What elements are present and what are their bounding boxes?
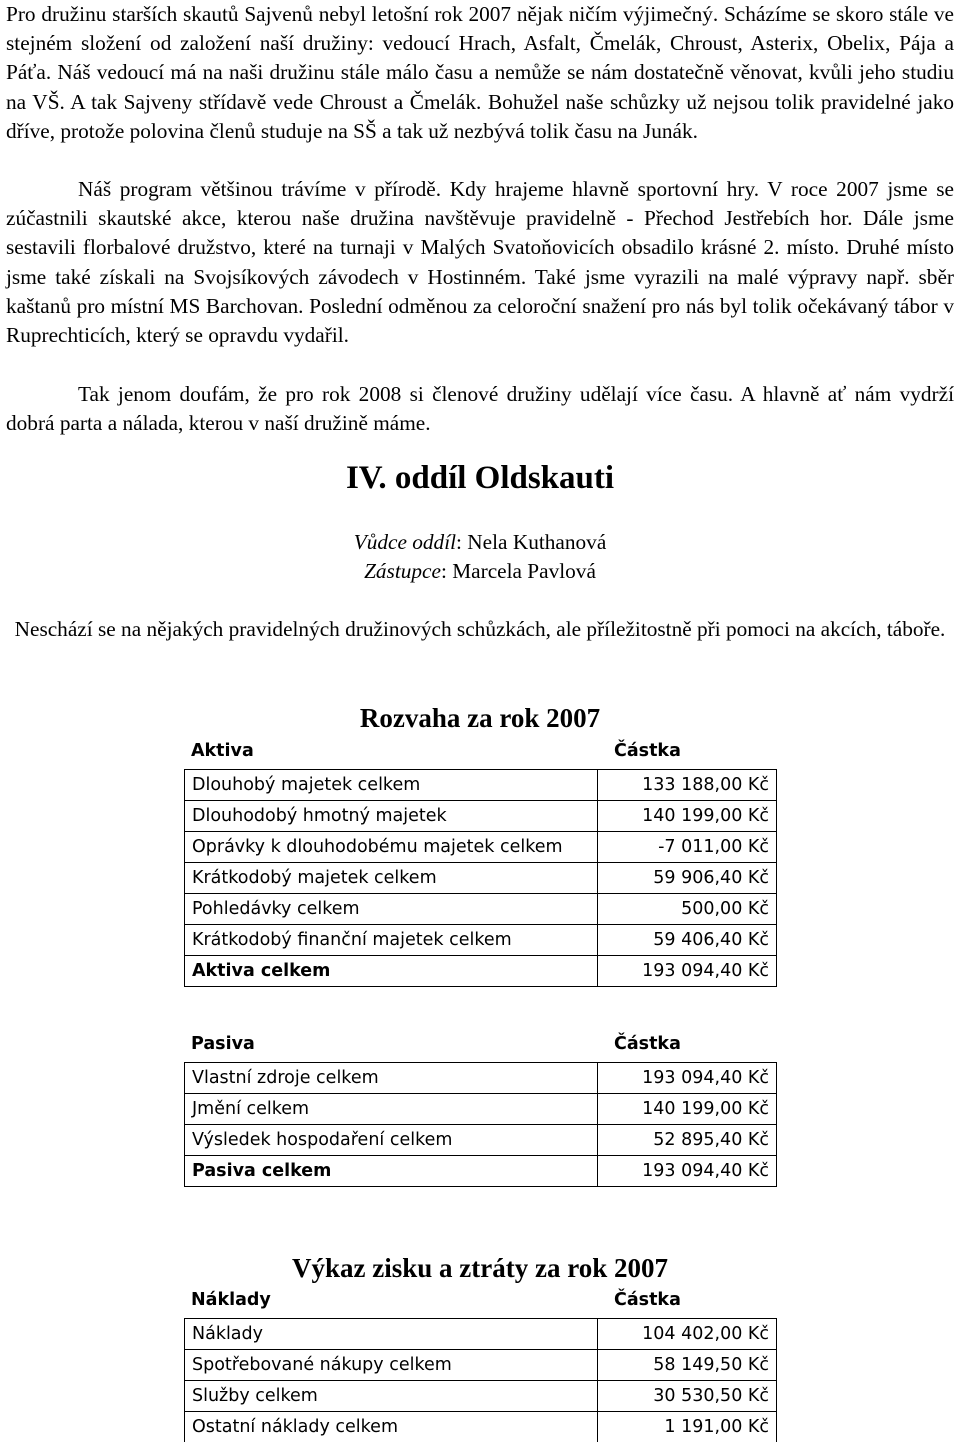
costs-header-amount: Částka [614,1290,681,1310]
leader-name: Nela Kuthanová [467,530,607,554]
assets-block [184,739,776,987]
section-note: Neschází se na nějakých pravidelných družinových schůzkách, ale příležitostně při pomoci na akcích, táboře. [14,617,946,641]
liabilities-header-label: Pasiva [191,1034,255,1054]
row-amount: 59 406,40 Kč [598,925,777,956]
table-row [185,1094,777,1125]
liabilities-block [184,1032,776,1187]
paragraph-outlook [6,380,954,438]
paragraph-text: Náš program většinou trávíme v přírodě. Kdy hrajeme hlavně sportovní hry. V roce 2007 jsme se zúčastnili skautské akce, kterou naše družina navštěvuje pravidelně - Přechod Jestřebích hor. Dále jsme sestavili florbalové družstvo, které na turnaji v Malých Svatoňovicích obsadilo krásné 2. místo. Druhé místo jsme také získali na Svojsíkových závodech v Hostinném. Také jsme vyrazili na malé výpravy např. sběr kaštanů pro místní MS Barchovan. Poslední odměnou za celoroční snažení pro nás byl tolik očekávaný tábor v Ruprechticích, který se opravdu vydařil. [6,177,954,348]
section-heading: IV. oddíl Oldskauti [345,460,615,496]
table-row [185,894,777,925]
row-label: Pasiva celkem [185,1156,598,1187]
income-statement-title: Výkaz zisku a ztráty za rok 2007 [292,1253,668,1283]
row-amount: 52 895,40 Kč [598,1125,777,1156]
row-label: Dlouhodobý hmotný majetek [185,801,598,832]
deputy-label: Zástupce [364,559,441,583]
table-row [185,1125,777,1156]
costs-table [184,1318,777,1442]
paragraph-text: Tak jenom doufám, že pro rok 2008 si členové družiny udělají více času. A hlavně ať nám vydrží dobrá parta a nálada, kterou v naší družině máme. [6,382,954,436]
deputy-name: Marcela Pavlová [452,559,596,583]
liabilities-header [184,1032,776,1062]
section-leaders [0,528,960,586]
table-row [185,1156,777,1187]
row-amount: 104 402,00 Kč [598,1319,777,1350]
balance-sheet-title: Rozvaha za rok 2007 [359,703,601,733]
liabilities-table [184,1062,777,1187]
costs-header-label: Náklady [191,1290,271,1310]
leader-line: Vůdce oddíl: Nela Kuthanová [353,530,607,554]
paragraph-text: Pro družinu starších skautů Sajvenů nebyl letošní rok 2007 nějak ničím výjimečný. Scházíme se skoro stále ve stejném složení od založení naší družiny: vedoucí Hrach, Asfalt, Čmelák, Chroust, Asterix, Obelix, Pája a Páťa. Náš vedoucí má na naši družinu stále málo času a nemůže se nám dostatečně věnovat, kvůli jeho studiu na VŠ. A tak Sajveny střídavě vede Chroust a Čmelák. Bohužel naše schůzky už nejsou tolik pravidelné jako dříve, protože polovina členů studuje na SŠ a tak už nezbývá tolik času na Junák. [6,2,954,143]
row-label: Výsledek hospodaření celkem [185,1125,598,1156]
leader-label: Vůdce oddíl [353,530,457,554]
table-row [185,1319,777,1350]
row-amount: 193 094,40 Kč [598,1063,777,1094]
row-amount: 1 191,00 Kč [598,1412,777,1443]
table-row [185,1350,777,1381]
assets-header-amount: Částka [614,741,681,761]
table-row [185,1063,777,1094]
assets-header [184,739,776,769]
row-label: Oprávky k dlouhodobému majetek celkem [185,832,598,863]
paragraph-intro [6,0,954,146]
table-row [185,956,777,987]
costs-header [184,1288,776,1318]
assets-header-label: Aktiva [191,741,254,761]
row-amount: 30 530,50 Kč [598,1381,777,1412]
row-label: Pohledávky celkem [185,894,598,925]
costs-block [184,1288,776,1442]
row-amount: 59 906,40 Kč [598,863,777,894]
row-label: Vlastní zdroje celkem [185,1063,598,1094]
row-amount: 58 149,50 Kč [598,1350,777,1381]
row-amount: -7 011,00 Kč [598,832,777,863]
table-row [185,1412,777,1443]
paragraph-program [6,175,954,350]
deputy-line: Zástupce: Marcela Pavlová [364,559,596,583]
row-label: Jmění celkem [185,1094,598,1125]
table-row [185,863,777,894]
row-amount: 140 199,00 Kč [598,801,777,832]
row-label: Služby celkem [185,1381,598,1412]
row-label: Spotřebované nákupy celkem [185,1350,598,1381]
row-label: Ostatní náklady celkem [185,1412,598,1443]
table-row [185,801,777,832]
table-row [185,832,777,863]
row-label: Krátkodobý finanční majetek celkem [185,925,598,956]
row-amount: 193 094,40 Kč [598,956,777,987]
row-label: Dlouhobý majetek celkem [185,770,598,801]
assets-table [184,769,777,987]
row-label: Aktiva celkem [185,956,598,987]
row-amount: 133 188,00 Kč [598,770,777,801]
row-label: Náklady [185,1319,598,1350]
row-amount: 193 094,40 Kč [598,1156,777,1187]
row-label: Krátkodobý majetek celkem [185,863,598,894]
row-amount: 140 199,00 Kč [598,1094,777,1125]
row-amount: 500,00 Kč [598,894,777,925]
table-row [185,1381,777,1412]
table-row [185,770,777,801]
liabilities-header-amount: Částka [614,1034,681,1054]
table-row [185,925,777,956]
